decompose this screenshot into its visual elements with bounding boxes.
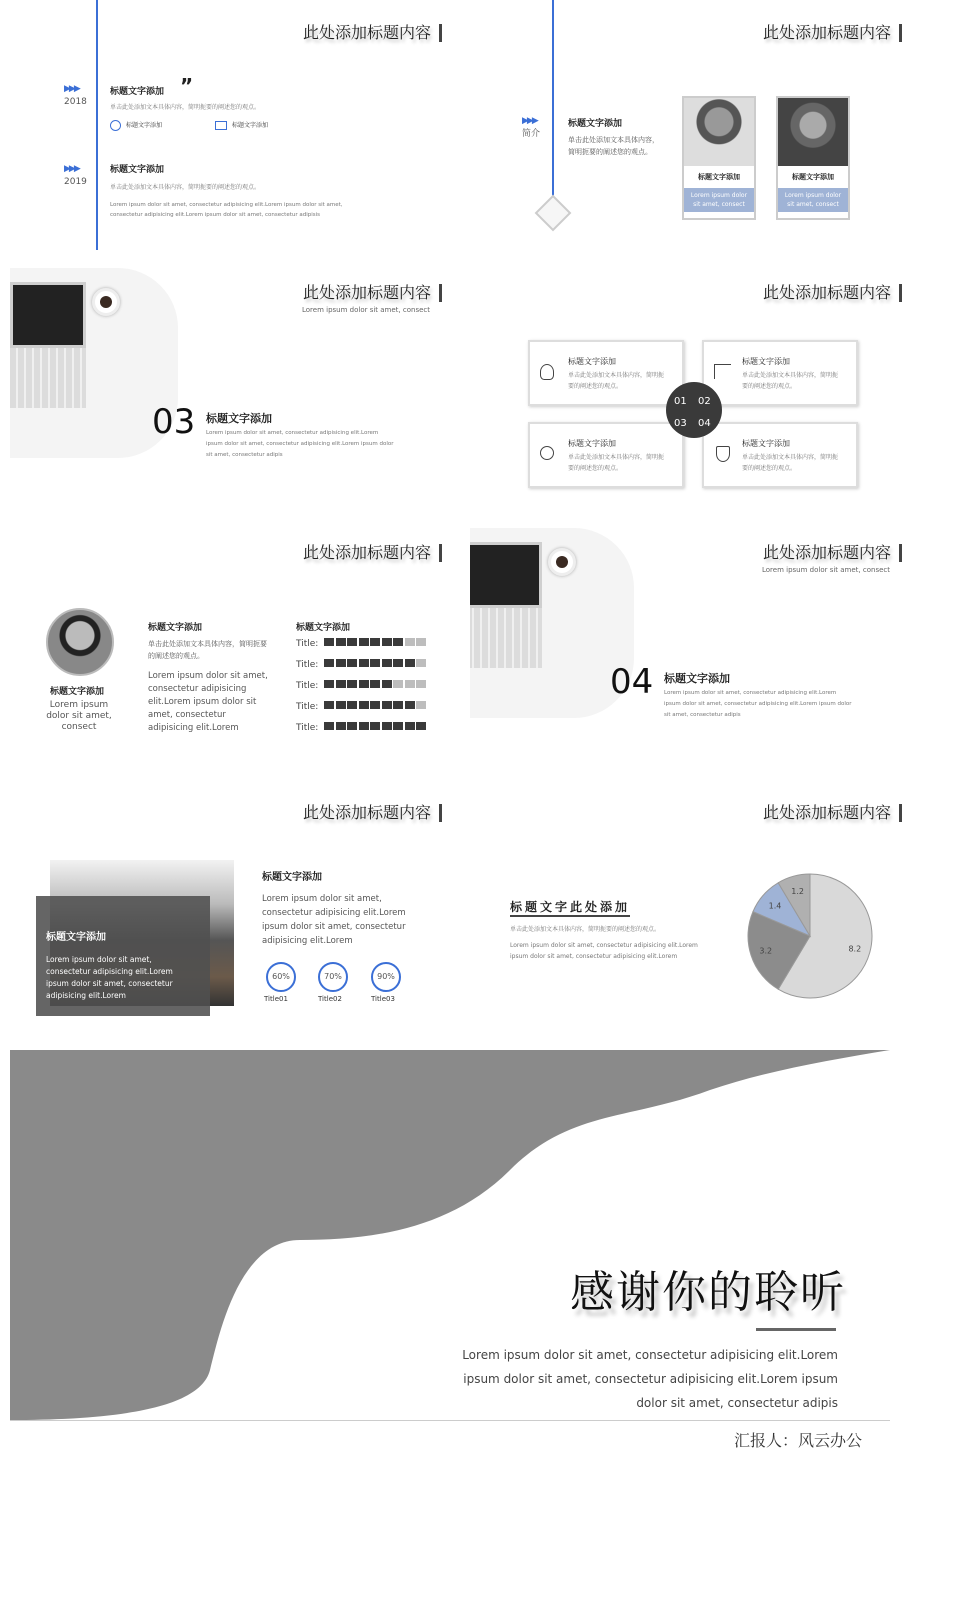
- bar-cell: [347, 722, 357, 730]
- bar-cell: [336, 680, 346, 688]
- laptop-keyboard: [10, 348, 86, 408]
- bar-row: [296, 680, 428, 701]
- progress-ring: 90%: [371, 962, 401, 992]
- arrow-icon: ▶▶▶: [64, 84, 79, 94]
- slide-title: 此处添加标题内容: [763, 24, 902, 42]
- bar-row: [296, 638, 428, 659]
- bar-cell: [382, 659, 392, 667]
- bar-cell: [347, 701, 357, 709]
- bar-cell: [416, 680, 426, 688]
- profile-name: 标题文字添加: [792, 173, 834, 181]
- slide-title: 此处添加标题内容: [303, 24, 442, 42]
- bars-title: 标题文字添加: [296, 623, 351, 633]
- bar-cell: [382, 638, 392, 646]
- ring-label: Title02: [318, 995, 342, 1003]
- profile-caption: Lorem ipsum dolor sit amet, consect: [684, 188, 754, 212]
- bar-cell: [370, 638, 380, 646]
- slide-city-stats: [10, 780, 450, 1030]
- bar-cell: [359, 659, 369, 667]
- bar-cell: [393, 701, 403, 709]
- bar-cell: [405, 659, 415, 667]
- laptop-screen: [10, 282, 86, 348]
- bar-cell: [393, 722, 403, 730]
- bar-cell: [382, 680, 392, 688]
- intro-desc: 单击此处添加文本具体内容，简明扼要的阐述您的观点。: [568, 136, 659, 156]
- tag-label: 标题文字添加: [232, 122, 269, 129]
- lightbulb-icon: [540, 364, 554, 380]
- box-title: 标题文字添加: [568, 439, 616, 448]
- bar-cell: [393, 659, 403, 667]
- coffee-cup: [92, 288, 120, 316]
- pie-label: 1.2: [791, 887, 804, 897]
- slide-thanks: [10, 1050, 890, 1421]
- feature-box: [702, 422, 858, 488]
- thanks-lorem-line: Lorem ipsum dolor sit amet, consectetur adipisicing elit.Lorem: [462, 1348, 838, 1362]
- badge-number: 02: [698, 396, 711, 407]
- bar-label: Title:: [296, 639, 319, 649]
- bar-cell: [347, 680, 357, 688]
- laptop-screen: [470, 542, 542, 608]
- bar-cell: [347, 659, 357, 667]
- bar-cell: [336, 638, 346, 646]
- bar-cell: [359, 701, 369, 709]
- pie-label: 3.2: [759, 946, 773, 956]
- intro-line: [552, 0, 554, 200]
- diamond-icon: [535, 195, 572, 232]
- slide-title: 此处添加标题内容: [303, 544, 442, 562]
- right-title: 标题文字添加: [262, 872, 322, 883]
- thanks-title: 感谢你的聆听: [570, 1267, 846, 1318]
- entry-desc: 单击此处添加文本具体内容，简明扼要的阐述您的观点。: [110, 184, 261, 191]
- profile-caption: Lorem ipsum dolor sit amet, consect: [778, 188, 848, 212]
- bar-cell: [336, 722, 346, 730]
- intro-label: 简介: [522, 129, 541, 139]
- laptop-icon: [215, 121, 227, 130]
- mid-lorem: Lorem ipsum dolor sit amet, consectetur adipisicing elit.Lorem ipsum dolor sit amet, consectetur adipisicing elit.Lorem: [148, 671, 268, 733]
- bar-cell: [405, 722, 415, 730]
- bar-label: Title:: [296, 660, 319, 670]
- thanks-lorem-line: ipsum dolor sit amet, consectetur adipisicing elit.Lorem ipsum: [463, 1372, 838, 1386]
- bar-label: Title:: [296, 702, 319, 712]
- box-title: 标题文字添加: [742, 439, 790, 448]
- bar-row: [296, 659, 428, 680]
- bar-cell: [382, 722, 392, 730]
- box-desc: 单击此处添加文本具体内容，简明扼要的阐述您的观点。: [568, 454, 665, 472]
- bar-label: Title:: [296, 723, 319, 733]
- pie-section-title: 标题文字此处添加: [510, 898, 630, 917]
- bar-cell: [370, 659, 380, 667]
- bar-cell: [393, 638, 403, 646]
- user-icon: [110, 120, 121, 131]
- pie-desc: 单击此处添加文本具体内容，简明扼要的阐述您的观点。: [510, 926, 661, 933]
- bar-cell: [405, 638, 415, 646]
- box-desc: 单击此处添加文本具体内容，简明扼要的阐述您的观点。: [742, 454, 839, 472]
- slide-title: 此处添加标题内容: [303, 284, 442, 302]
- slide-profile-bars: [10, 520, 450, 770]
- laptop-keyboard: [470, 608, 542, 668]
- feature-box: [528, 340, 684, 406]
- timeline-line: [96, 0, 98, 250]
- section-number: 03: [152, 402, 196, 442]
- bar-cell: [324, 638, 334, 646]
- thanks-divider: [756, 1328, 836, 1331]
- target-search-icon: [540, 446, 554, 460]
- ring-label: Title03: [371, 995, 395, 1003]
- bar-cell: [405, 680, 415, 688]
- overlay-title: 标题文字添加: [46, 932, 106, 943]
- box-title: 标题文字添加: [568, 357, 616, 366]
- progress-ring: 70%: [318, 962, 348, 992]
- ring-label: Title01: [264, 995, 288, 1003]
- tag-label: 标题文字添加: [126, 122, 163, 129]
- intro-title: 标题文字添加: [568, 119, 623, 129]
- pie-label: 1.4: [768, 901, 782, 911]
- section-lorem: Lorem ipsum dolor sit amet, consectetur adipisicing elit.Lorem ipsum dolor sit amet, consectetur adipisicing elit.Lorem ipsum dolor sit amet, consectetur adipis: [664, 690, 852, 718]
- overlay-lorem: Lorem ipsum dolor sit amet, consectetur adipisicing elit.Lorem ipsum dolor sit amet, consectetur adipisicing elit.Lorem: [46, 955, 173, 1000]
- year-2019: 2019: [64, 177, 87, 187]
- entry-title: 标题文字添加: [110, 87, 165, 97]
- profile-photo: [778, 98, 848, 166]
- bar-cell: [359, 722, 369, 730]
- gray-wave-shape: [10, 1050, 890, 1420]
- slide-four-boxes: [470, 260, 910, 510]
- reporter-label: 汇报人：风云办公: [734, 1431, 863, 1450]
- bar-cell: [382, 701, 392, 709]
- box-desc: 单击此处添加文本具体内容，简明扼要的阐述您的观点。: [568, 372, 665, 390]
- thanks-lorem-line: dolor sit amet, consectetur adipis: [636, 1396, 838, 1410]
- box-title: 标题文字添加: [742, 357, 790, 366]
- pie-chart: [740, 866, 880, 1006]
- slide-subtitle: Lorem ipsum dolor sit amet, consect: [302, 306, 430, 314]
- profile-photo: [684, 98, 754, 166]
- slide-timeline: [10, 0, 450, 250]
- section-lorem: Lorem ipsum dolor sit amet, consectetur adipisicing elit.Lorem ipsum dolor sit amet, consectetur adipisicing elit.Lorem ipsum dolor sit amet, consectetur adipis: [206, 430, 394, 458]
- slide-intro: [470, 0, 910, 250]
- bar-cell: [359, 638, 369, 646]
- bar-cell: [324, 680, 334, 688]
- slide-section-04: [470, 520, 910, 770]
- pie-lorem: Lorem ipsum dolor sit amet, consectetur adipisicing elit.Lorem ipsum dolor sit amet, consectetur adipisicing elit.Lorem: [510, 942, 698, 960]
- slide-title: 此处添加标题内容: [303, 804, 442, 822]
- slide-subtitle: Lorem ipsum dolor sit amet, consect: [762, 566, 890, 574]
- badge-number: 01: [674, 396, 687, 407]
- signpost-icon: [714, 364, 731, 379]
- entry-title: 标题文字添加: [110, 165, 165, 175]
- badge-number: 03: [674, 418, 687, 429]
- quote-icon: ”: [180, 74, 194, 98]
- bar-cell: [336, 701, 346, 709]
- bar-cell: [347, 638, 357, 646]
- entry-desc: 单击此处添加文本具体内容，简明扼要的阐述您的观点。: [110, 104, 261, 111]
- center-badge: [666, 382, 722, 438]
- arrow-icon: ▶▶▶: [64, 164, 79, 174]
- bar-cell: [324, 659, 334, 667]
- box-desc: 单击此处添加文本具体内容，简明扼要的阐述您的观点。: [742, 372, 839, 390]
- slide-section-03: [10, 260, 450, 510]
- bar-list: [296, 638, 428, 743]
- year-2018: 2018: [64, 97, 87, 107]
- bar-cell: [370, 680, 380, 688]
- right-lorem: Lorem ipsum dolor sit amet, consectetur adipisicing elit.Lorem ipsum dolor sit amet, consectetur adipisicing elit.Lorem: [262, 894, 406, 946]
- bar-row: [296, 701, 428, 722]
- pie-label: 8.2: [848, 944, 862, 954]
- mid-desc: 单击此处添加文本具体内容，简明扼要的阐述您的观点。: [148, 640, 267, 660]
- progress-ring: 60%: [266, 962, 296, 992]
- bar-cell: [370, 722, 380, 730]
- bar-cell: [359, 680, 369, 688]
- avatar: [46, 608, 114, 676]
- bar-cell: [405, 701, 415, 709]
- badge-number: 04: [698, 418, 711, 429]
- feature-box: [528, 422, 684, 488]
- feature-box: [702, 340, 858, 406]
- bar-cell: [416, 638, 426, 646]
- person-desc: Lorem ipsum dolor sit amet, consect: [46, 700, 112, 732]
- arrow-icon: ▶▶▶: [522, 116, 537, 126]
- profile-name: 标题文字添加: [698, 173, 740, 181]
- bar-cell: [416, 659, 426, 667]
- bar-row: [296, 722, 428, 743]
- mid-title: 标题文字添加: [148, 623, 203, 633]
- bar-cell: [324, 722, 334, 730]
- bar-label: Title:: [296, 681, 319, 691]
- person-name: 标题文字添加: [50, 687, 105, 697]
- slide-title: 此处添加标题内容: [763, 544, 902, 562]
- shield-icon: [716, 446, 730, 462]
- bar-cell: [416, 722, 426, 730]
- section-number: 04: [610, 662, 654, 702]
- profile-card: [682, 96, 756, 220]
- profile-card: [776, 96, 850, 220]
- coffee-cup: [548, 548, 576, 576]
- bar-cell: [336, 659, 346, 667]
- bar-cell: [370, 701, 380, 709]
- slide-title: 此处添加标题内容: [763, 284, 902, 302]
- bar-cell: [393, 680, 403, 688]
- bar-cell: [416, 701, 426, 709]
- entry-lorem: Lorem ipsum dolor sit amet, consectetur adipisicing elit.Lorem ipsum dolor sit amet, consectetur adipisicing elit.Lorem ipsum dolor sit amet, consectetur adipisis: [110, 202, 343, 218]
- section-title: 标题文字添加: [206, 412, 272, 425]
- slide-pie: [470, 780, 910, 1030]
- slide-title: 此处添加标题内容: [763, 804, 902, 822]
- section-title: 标题文字添加: [664, 672, 730, 685]
- bar-cell: [324, 701, 334, 709]
